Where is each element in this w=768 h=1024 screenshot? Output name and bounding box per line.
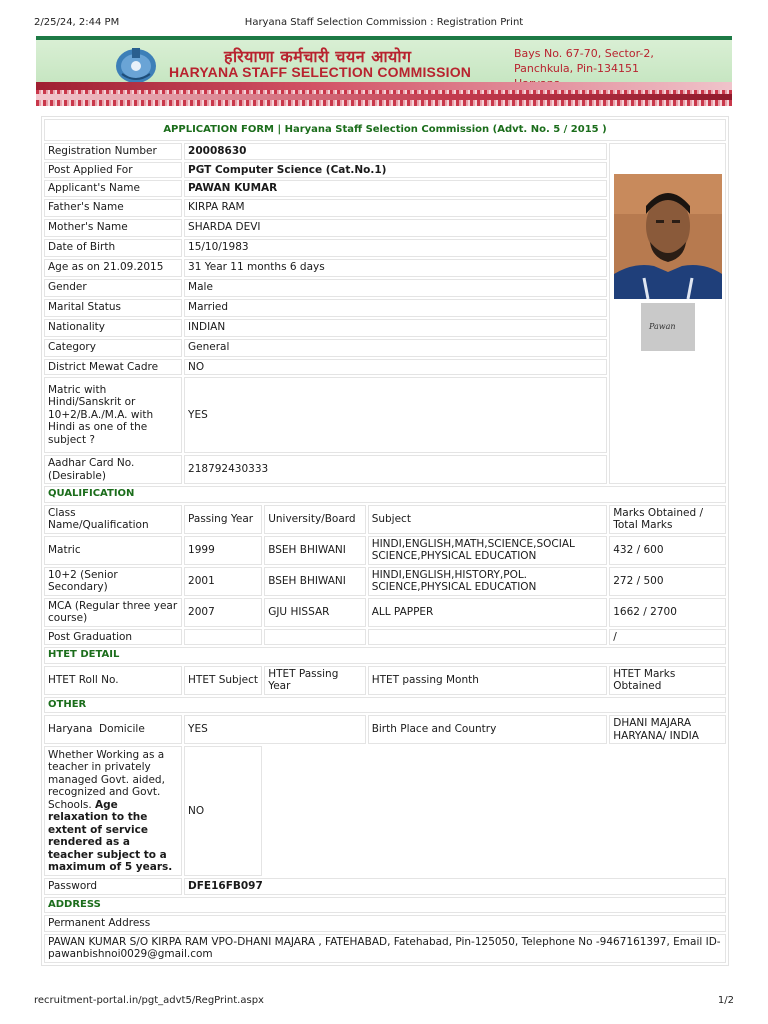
column-header: HTET Roll No.: [44, 666, 182, 695]
field-label: Father's Name: [44, 199, 182, 217]
section-row: [44, 647, 726, 664]
print-title: Haryana Staff Selection Commission : Registration Print: [244, 17, 524, 28]
field-value: 31 Year 11 months 6 days: [184, 259, 607, 277]
htet-header-row: [44, 666, 726, 695]
table-cell: BSEH BHIWANI: [264, 567, 366, 596]
field-label: Matric with Hindi/Sanskrit or 10+2/B.A./M.A. with Hindi as one of the subject ?: [44, 377, 182, 453]
table-row: [44, 536, 726, 565]
table-cell: 1999: [184, 536, 262, 565]
table-cell: /: [609, 629, 726, 646]
banner-stripe-band: [36, 94, 732, 100]
form-title: APPLICATION FORM | Haryana Staff Selection Commission (Advt. No. 5 / 2015 ): [44, 119, 726, 141]
field-label: Birth Place and Country: [368, 715, 608, 744]
banner-hindi-title: हरियाणा कर्मचारी चयन आयोग: [224, 47, 412, 66]
application-form: [41, 116, 729, 966]
column-header: HTET Subject: [184, 666, 262, 695]
field-label: Nationality: [44, 319, 182, 337]
field-value: PAWAN KUMAR S/O KIRPA RAM VPO-DHANI MAJARA , FATEHABAD, Fatehabad, Pin-125050, Telephone No -9467161397, Email ID-pawanbishnoi0029@gmail.com: [44, 934, 726, 963]
field-value: NO: [184, 746, 262, 876]
field-label: Haryana Domicile: [44, 715, 182, 744]
address-heading: ADDRESS: [44, 897, 726, 914]
signature-text: Pawan: [648, 322, 676, 331]
column-header: HTET Marks Obtained: [609, 666, 726, 695]
htet-heading: HTET DETAIL: [44, 647, 726, 664]
column-header: Class Name/Qualification: [44, 505, 182, 534]
field-label: Category: [44, 339, 182, 357]
column-header: HTET passing Month: [368, 666, 608, 695]
table-row: [44, 143, 726, 160]
table-cell: Post Graduation: [44, 629, 182, 646]
table-cell: BSEH BHIWANI: [264, 536, 366, 565]
field-value: SHARDA DEVI: [184, 219, 607, 237]
banner-body: [36, 40, 732, 82]
form-table: [42, 117, 728, 965]
empty-cell: [264, 746, 726, 876]
commission-banner: [36, 36, 732, 106]
field-value: INDIAN: [184, 319, 607, 337]
qualification-header-row: [44, 505, 726, 534]
print-footer: [0, 992, 768, 1012]
applicant-photo-icon: [614, 174, 722, 299]
table-cell: Matric: [44, 536, 182, 565]
section-row: [44, 697, 726, 714]
field-value: PAWAN KUMAR: [184, 180, 607, 197]
field-label: Post Applied For: [44, 162, 182, 179]
field-value: Male: [184, 279, 607, 297]
banner-address-line: Bays No. 67-70, Sector-2,: [514, 47, 654, 60]
banner-address-line: Panchkula, Pin-134151: [514, 62, 640, 75]
field-value: 20008630: [184, 143, 607, 160]
print-datetime: 2/25/24, 2:44 PM: [34, 17, 120, 28]
column-header: Passing Year: [184, 505, 262, 534]
signature-icon: [641, 303, 695, 351]
applicant-signature: [641, 303, 695, 351]
table-row: [44, 567, 726, 596]
field-value: 15/10/1983: [184, 239, 607, 257]
table-row: [44, 715, 726, 744]
field-label: Registration Number: [44, 143, 182, 160]
other-heading: OTHER: [44, 697, 726, 714]
field-label: Applicant's Name: [44, 180, 182, 197]
field-value: 218792430333: [184, 455, 607, 484]
section-row: [44, 897, 726, 914]
table-cell: [184, 629, 262, 646]
table-cell: 432 / 600: [609, 536, 726, 565]
field-value: KIRPA RAM: [184, 199, 607, 217]
print-url: recruitment-portal.in/pgt_advt5/RegPrint.aspx: [34, 995, 264, 1006]
print-header: [0, 0, 768, 30]
table-cell: 2001: [184, 567, 262, 596]
table-cell: 272 / 500: [609, 567, 726, 596]
applicant-photo: [614, 174, 722, 299]
field-label: Password: [44, 878, 182, 895]
column-header: Marks Obtained / Total Marks: [609, 505, 726, 534]
haryana-emblem-icon: [114, 44, 158, 86]
table-cell: 2007: [184, 598, 262, 627]
table-cell: HINDI,ENGLISH,HISTORY,POL. SCIENCE,PHYSICAL EDUCATION: [368, 567, 608, 596]
qualification-heading: QUALIFICATION: [44, 486, 726, 503]
field-value: DFE16FB097: [184, 878, 726, 895]
column-header: HTET Passing Year: [264, 666, 366, 695]
table-cell: GJU HISSAR: [264, 598, 366, 627]
table-row: [44, 746, 726, 876]
field-value: DHANI MAJARA HARYANA/ INDIA: [609, 715, 726, 744]
table-row: [44, 629, 726, 646]
table-cell: HINDI,ENGLISH,MATH,SCIENCE,SOCIAL SCIENCE,PHYSICAL EDUCATION: [368, 536, 608, 565]
field-value: Married: [184, 299, 607, 317]
table-row: [44, 915, 726, 932]
field-value: YES: [184, 715, 366, 744]
table-cell: 10+2 (Senior Secondary): [44, 567, 182, 596]
field-label: Age as on 21.09.2015: [44, 259, 182, 277]
field-label: District Mewat Cadre: [44, 359, 182, 376]
field-value: General: [184, 339, 607, 357]
working-label-plain: Whether Working as a teacher in privately managed Govt. aided, recognized and Govt. Schools.: [48, 748, 165, 811]
field-value: YES: [184, 377, 607, 453]
section-row: [44, 486, 726, 503]
table-row: [44, 878, 726, 895]
table-cell: MCA (Regular three year course): [44, 598, 182, 627]
field-label: Date of Birth: [44, 239, 182, 257]
field-value: PGT Computer Science (Cat.No.1): [184, 162, 607, 179]
field-label: Gender: [44, 279, 182, 297]
banner-stripe-band: [36, 82, 732, 90]
table-cell: [368, 629, 608, 646]
field-label: Mother's Name: [44, 219, 182, 237]
table-row: [44, 598, 726, 627]
field-value: NO: [184, 359, 607, 376]
column-header: Subject: [368, 505, 608, 534]
table-cell: ALL PAPPER: [368, 598, 608, 627]
table-row: [44, 934, 726, 963]
field-label: [44, 746, 182, 876]
field-label: Aadhar Card No. (Desirable): [44, 455, 182, 484]
field-label: Marital Status: [44, 299, 182, 317]
form-title-row: [44, 119, 726, 141]
page-number: 1/2: [717, 995, 734, 1006]
banner-english-title: HARYANA STAFF SELECTION COMMISSION: [169, 64, 472, 80]
column-header: University/Board: [264, 505, 366, 534]
table-cell: 1662 / 2700: [609, 598, 726, 627]
photo-cell: [609, 143, 726, 484]
working-label-bold: Age relaxation to the extent of service rendered as a teacher subject to a maximum of 5 years.: [48, 798, 173, 873]
field-label: Permanent Address: [44, 915, 726, 932]
table-cell: [264, 629, 366, 646]
